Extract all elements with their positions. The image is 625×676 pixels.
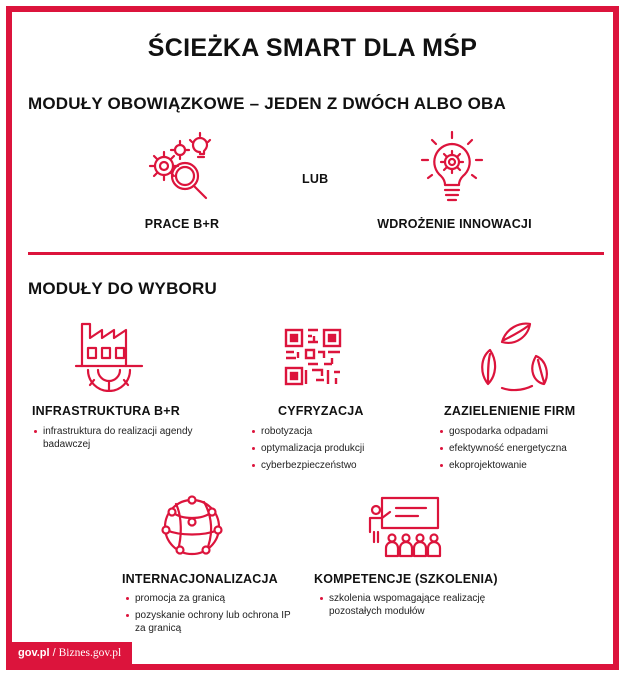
mandatory-modules-heading: MODUŁY OBOWIĄZKOWE – JEDEN Z DWÓCH ALBO OBA xyxy=(28,94,506,113)
lightbulb-gear-icon xyxy=(420,130,484,208)
gears-magnifier-bulb-icon xyxy=(142,130,216,208)
section-divider xyxy=(28,252,604,255)
leaves-cycle-icon xyxy=(478,320,554,392)
list-item: ekoprojektowanie xyxy=(440,459,600,472)
optional-item-bullets xyxy=(440,425,600,476)
optional-item-bullets xyxy=(126,592,301,639)
list-item: gospodarka odpadami xyxy=(440,425,600,438)
page-title: ŚCIEŻKA SMART DLA MŚP xyxy=(147,34,478,62)
biznes-logo: Biznes.gov.pl xyxy=(58,647,122,659)
logo-separator: / xyxy=(52,647,56,659)
globe-network-icon xyxy=(158,494,226,560)
list-item: promocja za granicą xyxy=(126,592,301,605)
footer-logo-bar[interactable] xyxy=(12,642,132,664)
list-item: pozyskanie ochrony lub ochrona IP za granicą xyxy=(126,609,301,635)
mandatory-item-label: WDROŻENIE INNOWACJI xyxy=(377,217,532,231)
optional-item-label: INFRASTRUKTURA B+R xyxy=(32,404,180,418)
presentation-audience-icon xyxy=(366,496,442,558)
optional-modules-heading: MODUŁY DO WYBORU xyxy=(28,279,217,298)
optional-item-label: ZAZIELENIENIE FIRM xyxy=(444,404,576,418)
gov-logo: gov.pl xyxy=(18,647,50,659)
mandatory-item-label: PRACE B+R xyxy=(144,217,220,231)
optional-item-label: INTERNACJONALIZACJA xyxy=(122,572,278,586)
qr-code-icon xyxy=(284,328,342,386)
infographic-frame xyxy=(6,6,619,670)
list-item: cyberbezpieczeństwo xyxy=(252,459,402,472)
optional-item-bullets xyxy=(320,592,490,622)
optional-item-label: KOMPETENCJE (SZKOLENIA) xyxy=(314,572,498,586)
list-item: optymalizacja produkcji xyxy=(252,442,402,455)
optional-item-bullets xyxy=(34,425,204,455)
factory-gear-icon xyxy=(74,320,144,392)
optional-item-bullets xyxy=(252,425,402,476)
list-item: robotyzacja xyxy=(252,425,402,438)
list-item: efektywność energetyczna xyxy=(440,442,600,455)
or-label: LUB xyxy=(302,172,329,186)
list-item: infrastruktura do realizacji agendy badawczej xyxy=(34,425,204,451)
list-item: szkolenia wspomagające realizację pozostałych modułów xyxy=(320,592,490,618)
optional-item-label: CYFRYZACJA xyxy=(278,404,364,418)
